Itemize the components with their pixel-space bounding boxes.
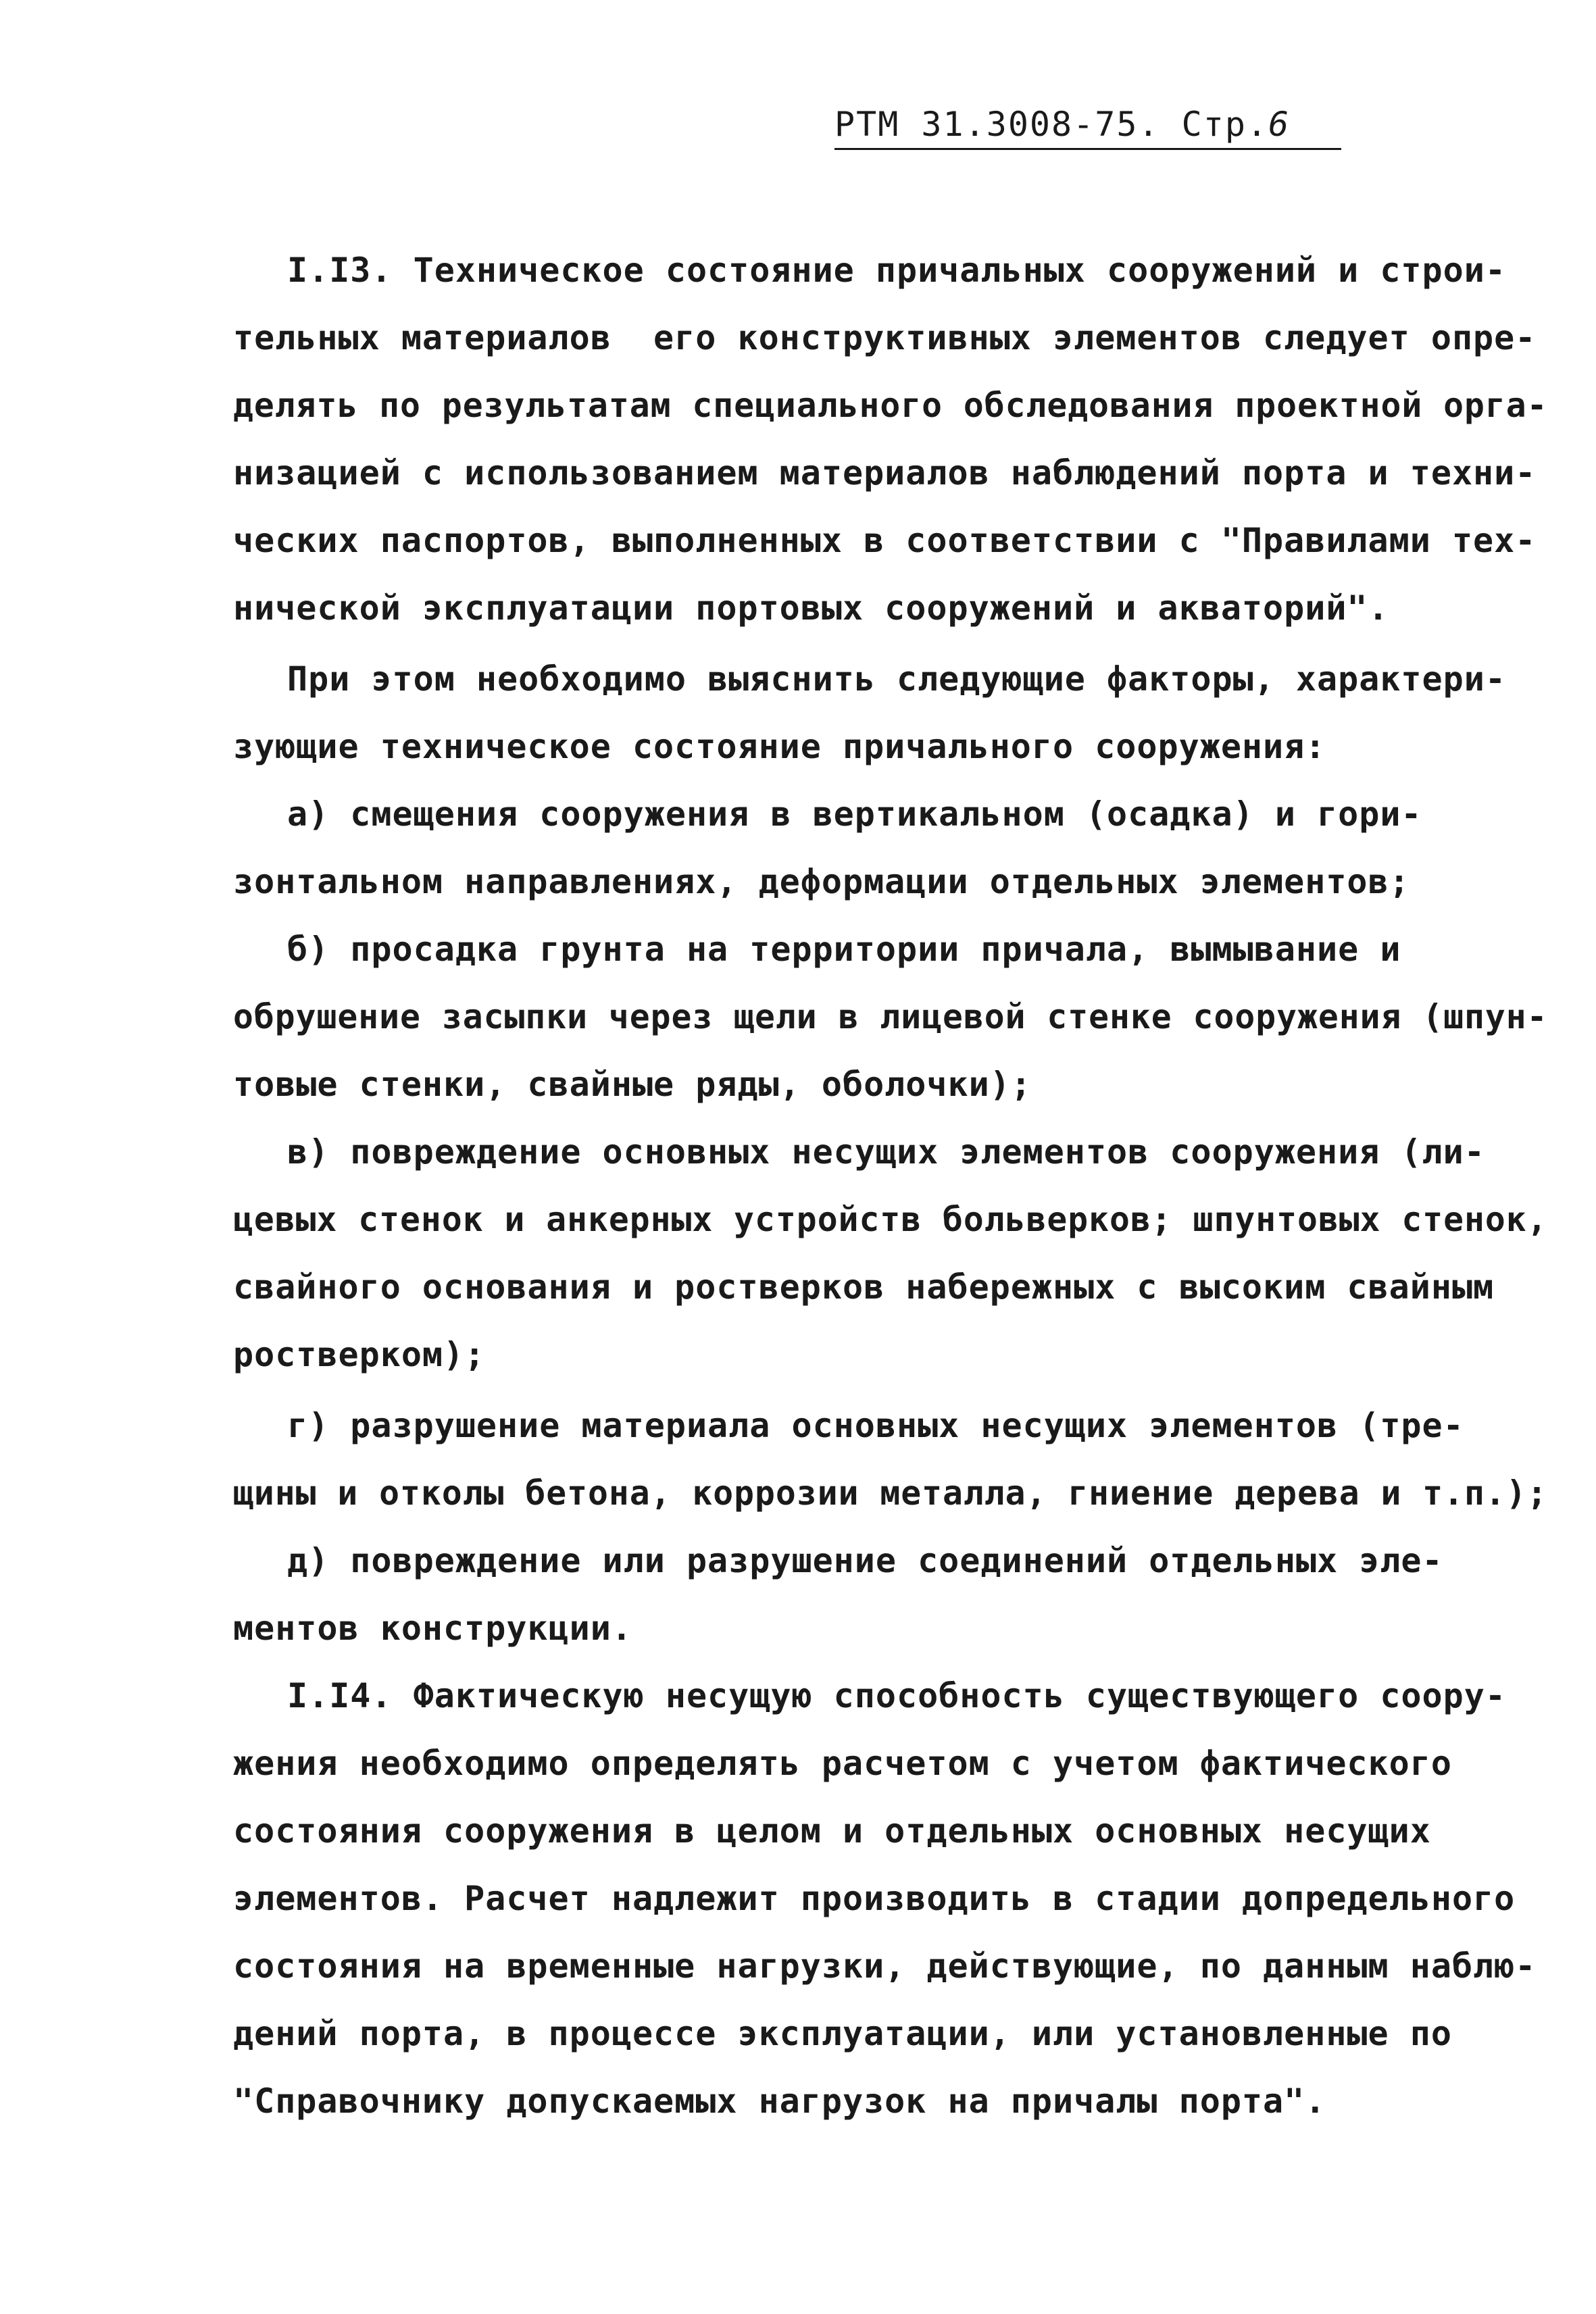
text-line: состояния на временные нагрузки, действующие, по данным наблю- — [233, 1946, 1537, 1986]
text-line: цевых стенок и анкерных устройств больверков; шпунтовых стенок, — [233, 1200, 1548, 1239]
text-line: тельных материалов его конструктивных элементов следует опре- — [233, 318, 1537, 357]
text-line: I.I4. Фактическую несущую способность существующего соору- — [287, 1676, 1506, 1715]
text-line: делять по результатам специального обследования проектной орга- — [233, 386, 1548, 425]
text-line: низацией с использованием материалов наблюдений порта и техни- — [233, 453, 1537, 493]
text-line: зующие техническое состояние причального сооружения: — [233, 727, 1326, 766]
text-line: а) смещения сооружения в вертикальном (осадка) и гори- — [287, 795, 1422, 834]
text-line: состояния сооружения в целом и отдельных основных несущих — [233, 1811, 1431, 1851]
text-line: "Справочнику допускаемых нагрузок на причалы порта". — [233, 2082, 1326, 2121]
text-line: При этом необходимо выяснить следующие факторы, характери- — [287, 659, 1506, 699]
text-line: в) повреждение основных несущих элементов сооружения (ли- — [287, 1132, 1485, 1172]
text-line: дений порта, в процессе эксплуатации, или установленные по — [233, 2014, 1452, 2053]
document-code: РТМ 31.3008-75. Стр. — [834, 105, 1269, 144]
text-line: свайного основания и ростверков набережных с высоким свайным — [233, 1267, 1495, 1307]
text-line: ростверком); — [233, 1335, 486, 1374]
text-line: зонтальном направлениях, деформации отдельных элементов; — [233, 862, 1410, 901]
text-line: ческих паспортов, выполненных в соответствии с "Правилами тех- — [233, 521, 1537, 560]
text-line: элементов. Расчет надлежит производить в стадии допредельного — [233, 1879, 1516, 1918]
text-line: б) просадка грунта на территории причала, вымывание и — [287, 930, 1401, 969]
text-line: щины и отколы бетона, коррозии металла, гниение дерева и т.п.); — [233, 1474, 1548, 1513]
text-line: жения необходимо определять расчетом с учетом фактического — [233, 1744, 1452, 1783]
text-line: I.I3. Техническое состояние причальных сооружений и строи- — [287, 251, 1506, 290]
text-line: нической эксплуатации портовых сооружений и акваторий". — [233, 588, 1389, 628]
text-line: г) разрушение материала основных несущих элементов (тре- — [287, 1406, 1464, 1445]
page-header — [834, 105, 1341, 150]
text-line: д) повреждение или разрушение соединений отдельных эле- — [287, 1541, 1443, 1580]
text-line: обрушение засыпки через щели в лицевой стенке сооружения (шпун- — [233, 997, 1548, 1036]
page-number: 6 — [1268, 105, 1291, 144]
text-line: товые стенки, свайные ряды, оболочки); — [233, 1065, 1032, 1104]
text-line: ментов конструкции. — [233, 1609, 632, 1648]
